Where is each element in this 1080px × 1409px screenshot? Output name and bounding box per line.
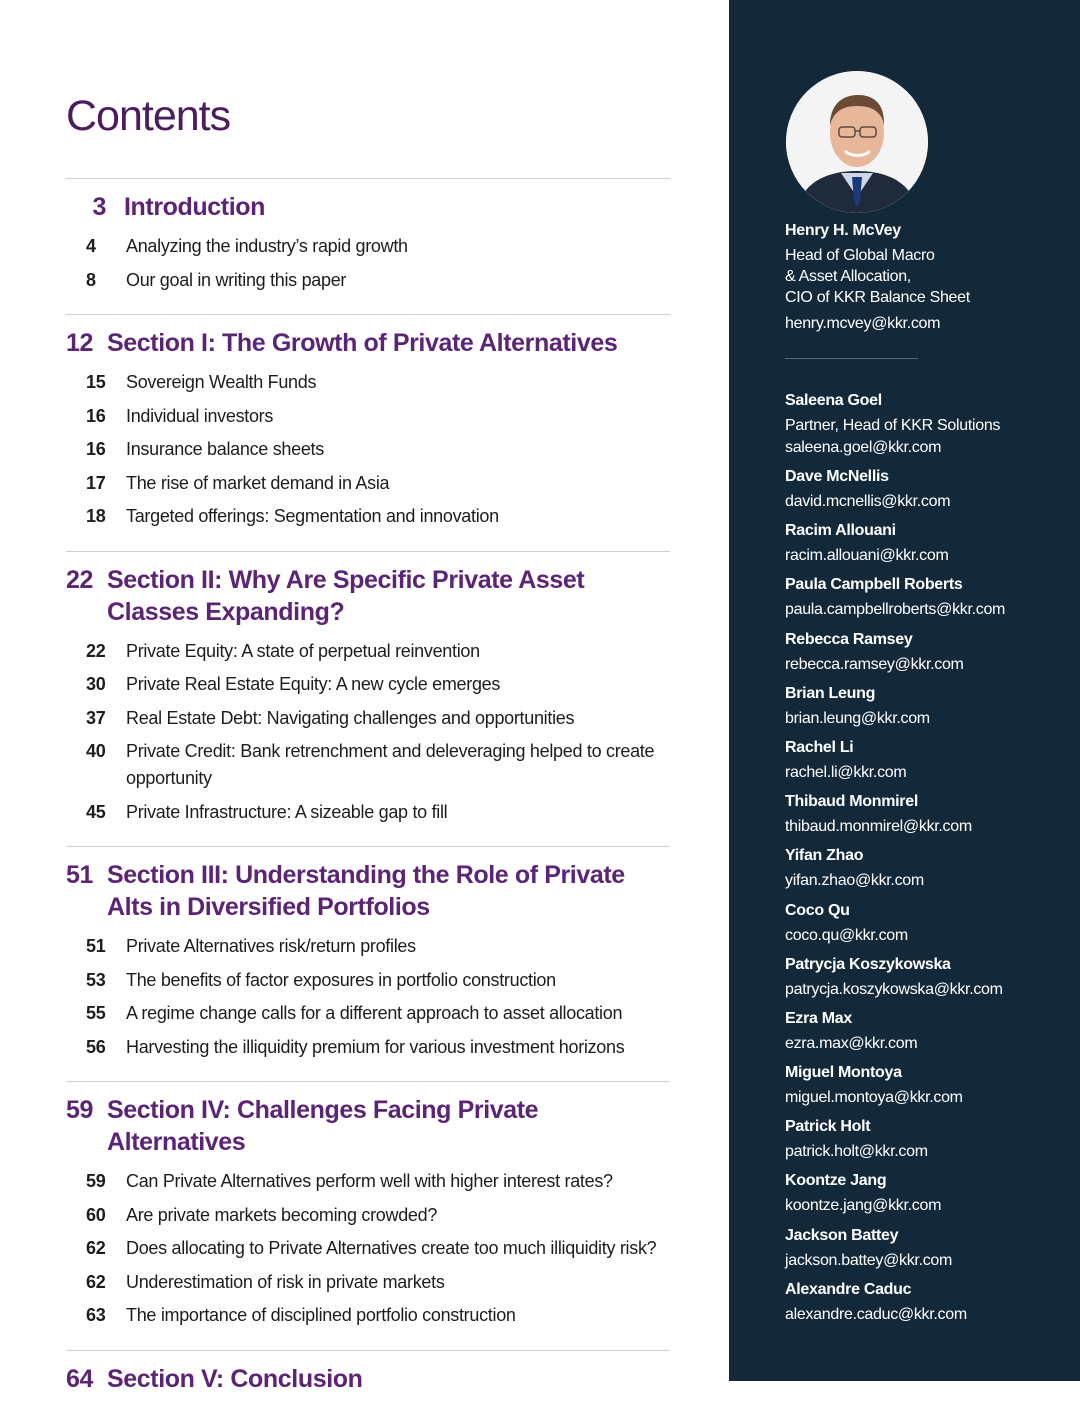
item-title: Insurance balance sheets: [126, 439, 324, 459]
item-page-number: 16: [86, 439, 106, 459]
contact-entry: [785, 466, 1005, 520]
toc-section: [66, 551, 670, 847]
section-page-number: 3: [92, 193, 106, 221]
section-title: Section II: Why Are Specific Private Asset Classes Expanding?: [107, 565, 585, 626]
toc-item[interactable]: [66, 799, 670, 826]
contact-name: Patrycja Koszykowska: [785, 955, 951, 973]
contact-name: Coco Qu: [785, 901, 850, 919]
contact-email[interactable]: coco.qu@kkr.com: [785, 926, 908, 944]
toc-items: [66, 369, 670, 530]
contact-name: Brian Leung: [785, 684, 876, 702]
item-page-number: 8: [86, 269, 96, 290]
toc-section-heading[interactable]: [66, 327, 670, 359]
item-page-number: 62: [86, 1238, 106, 1258]
section-page-number: 51: [66, 861, 94, 889]
item-title: Private Credit: Bank retrenchment and deleveraging helped to create opportunity: [126, 741, 655, 788]
item-title: The importance of disciplined portfolio construction: [126, 1305, 516, 1325]
contact-list: [785, 390, 1005, 1333]
toc-section-heading[interactable]: [66, 1363, 670, 1395]
contact-name: Dave McNellis: [785, 468, 889, 485]
item-page-number: 60: [86, 1204, 106, 1225]
item-title: Analyzing the industry’s rapid growth: [126, 236, 408, 256]
item-page-number: 15: [86, 372, 106, 392]
section-page-number: 64: [66, 1364, 94, 1393]
contact-entry: [785, 1170, 1005, 1224]
contact-email[interactable]: rebecca.ramsey@kkr.com: [785, 655, 964, 673]
item-title: Private Infrastructure: A sizeable gap to fill: [126, 801, 448, 822]
author-email[interactable]: henry.mcvey@kkr.com: [785, 315, 941, 332]
item-title: Our goal in writing this paper: [126, 269, 347, 290]
contact-name: Thibaud Monmirel: [785, 793, 918, 811]
item-title: Harvesting the illiquidity premium for various investment horizons: [126, 1036, 625, 1057]
contact-name: Racim Allouani: [785, 522, 896, 540]
contact-role: Partner, Head of KKR Solutions: [785, 417, 1001, 434]
contact-email[interactable]: thibaud.monmirel@kkr.com: [785, 818, 972, 836]
item-page-number: 40: [86, 741, 106, 761]
toc-item[interactable]: [66, 1168, 670, 1195]
item-page-number: 17: [86, 472, 106, 493]
contact-entry: [785, 1008, 1005, 1062]
item-page-number: 45: [86, 801, 106, 822]
toc-item[interactable]: [66, 470, 670, 497]
contact-email[interactable]: patrycja.koszykowska@kkr.com: [785, 980, 1003, 998]
toc-item[interactable]: [66, 267, 670, 294]
toc-item[interactable]: [66, 705, 670, 732]
toc-item[interactable]: [66, 671, 670, 698]
author-name: Henry H. McVey: [785, 222, 901, 239]
contact-email[interactable]: paula.campbellroberts@kkr.com: [785, 601, 1006, 619]
item-page-number: 63: [86, 1305, 106, 1325]
page-title: Contents: [66, 92, 231, 140]
contact-entry: [785, 390, 1005, 466]
toc-item[interactable]: [66, 233, 670, 260]
author-title-line: Head of Global Macro: [785, 247, 935, 264]
toc-items: [66, 933, 670, 1061]
contact-entry: [785, 737, 1005, 791]
panel-divider: [785, 358, 918, 359]
contact-email[interactable]: patrick.holt@kkr.com: [785, 1143, 928, 1161]
toc-section-heading[interactable]: [66, 859, 670, 923]
contact-entry: [785, 1062, 1005, 1116]
toc-section: [66, 846, 670, 1081]
toc-section: [66, 1081, 670, 1350]
contact-name: Paula Campbell Roberts: [785, 576, 963, 594]
author-title-line: & Asset Allocation,: [785, 268, 911, 285]
item-title: A regime change calls for a different approach to asset allocation: [126, 1003, 623, 1023]
contact-entry: [785, 1279, 1005, 1333]
toc-item[interactable]: [66, 933, 670, 960]
contact-entry: [785, 791, 1005, 845]
contact-email[interactable]: racim.allouani@kkr.com: [785, 547, 949, 565]
section-title: Section IV: Challenges Facing Private Alternatives: [107, 1096, 539, 1156]
lead-author: [785, 220, 970, 334]
item-page-number: 53: [86, 969, 106, 990]
item-title: Can Private Alternatives perform well with higher interest rates?: [126, 1171, 613, 1191]
toc-item[interactable]: [66, 1202, 670, 1229]
contact-name: Patrick Holt: [785, 1118, 871, 1136]
item-title: The rise of market demand in Asia: [126, 472, 390, 493]
contact-email[interactable]: saleena.goel@kkr.com: [785, 439, 942, 456]
contact-email[interactable]: rachel.li@kkr.com: [785, 763, 907, 781]
item-title: Sovereign Wealth Funds: [126, 372, 317, 392]
item-page-number: 59: [86, 1171, 106, 1191]
contact-name: Jackson Battey: [785, 1226, 899, 1244]
section-page-number: 59: [66, 1096, 94, 1124]
item-title: Private Real Estate Equity: A new cycle emerges: [126, 674, 501, 694]
toc-item[interactable]: [66, 967, 670, 994]
section-title: Section III: Understanding the Role of Private Alts in Diversified Portfolios: [107, 861, 625, 921]
contact-entry: [785, 574, 1005, 628]
contact-name: Saleena Goel: [785, 392, 882, 409]
contact-email[interactable]: yifan.zhao@kkr.com: [785, 872, 924, 890]
toc-item[interactable]: [66, 1302, 670, 1329]
contact-name: Ezra Max: [785, 1009, 852, 1027]
toc-item[interactable]: [66, 1034, 670, 1061]
item-page-number: 18: [86, 506, 106, 526]
toc-item[interactable]: [66, 738, 670, 792]
item-page-number: 16: [86, 405, 106, 426]
contact-entry: [785, 845, 1005, 899]
toc-section: [66, 178, 670, 314]
contact-name: Rachel Li: [785, 738, 854, 756]
toc-items: [66, 233, 670, 294]
item-title: Real Estate Debt: Navigating challenges and opportunities: [126, 707, 575, 728]
toc-items: [66, 638, 670, 826]
contact-email[interactable]: ezra.max@kkr.com: [785, 1034, 918, 1052]
toc-section: [66, 314, 670, 551]
item-title: Targeted offerings: Segmentation and innovation: [126, 506, 499, 526]
section-title: Introduction: [124, 193, 266, 221]
contact-entry: [785, 954, 1005, 1008]
contact-entry: [785, 520, 1005, 574]
contact-email[interactable]: miguel.montoya@kkr.com: [785, 1089, 963, 1107]
author-title-line: CIO of KKR Balance Sheet: [785, 289, 970, 306]
contact-entry: [785, 1116, 1005, 1170]
item-title: Private Alternatives risk/return profiles: [126, 936, 416, 956]
item-title: Does allocating to Private Alternatives create too much illiquidity risk?: [126, 1238, 657, 1258]
item-title: Private Equity: A state of perpetual reinvention: [126, 640, 480, 661]
toc-section-heading[interactable]: [66, 1094, 670, 1158]
toc-item[interactable]: [66, 369, 670, 396]
toc-item[interactable]: [66, 1235, 670, 1262]
contact-name: Alexandre Caduc: [785, 1280, 912, 1298]
item-page-number: 56: [86, 1036, 106, 1057]
contact-email[interactable]: jackson.battey@kkr.com: [785, 1251, 953, 1269]
toc-section-heading[interactable]: [66, 191, 670, 223]
toc-item[interactable]: [66, 1269, 670, 1296]
toc-section-heading[interactable]: [66, 564, 670, 628]
item-page-number: 22: [86, 640, 106, 661]
item-title: The benefits of factor exposures in portfolio construction: [126, 969, 556, 990]
item-title: Underestimation of risk in private markets: [126, 1271, 445, 1292]
contact-name: Rebecca Ramsey: [785, 630, 913, 648]
section-page-number: 22: [66, 565, 94, 594]
item-page-number: 51: [86, 936, 106, 956]
contact-name: Yifan Zhao: [785, 847, 864, 865]
contact-entry: [785, 900, 1005, 954]
item-title: Are private markets becoming crowded?: [126, 1204, 438, 1225]
item-page-number: 62: [86, 1271, 106, 1292]
contact-email[interactable]: alexandre.caduc@kkr.com: [785, 1305, 967, 1323]
section-title: Section I: The Growth of Private Alternatives: [107, 329, 618, 357]
contact-name: Miguel Montoya: [785, 1064, 902, 1082]
toc-item[interactable]: [66, 403, 670, 430]
toc-item[interactable]: [66, 638, 670, 665]
contact-entry: [785, 1225, 1005, 1279]
contact-entry: [785, 683, 1005, 737]
toc-section: [66, 1350, 670, 1409]
contact-email[interactable]: david.mcnellis@kkr.com: [785, 493, 951, 510]
author-photo: [786, 71, 928, 213]
contact-name: Koontze Jang: [785, 1172, 887, 1190]
item-page-number: 30: [86, 674, 106, 694]
item-title: Individual investors: [126, 405, 274, 426]
item-page-number: 55: [86, 1003, 106, 1023]
contact-email[interactable]: brian.leung@kkr.com: [785, 709, 930, 727]
contact-email[interactable]: koontze.jang@kkr.com: [785, 1197, 942, 1215]
section-page-number: 12: [66, 329, 94, 357]
section-title: Section V: Conclusion: [107, 1364, 363, 1393]
toc-item[interactable]: [66, 503, 670, 530]
toc-item[interactable]: [66, 1000, 670, 1027]
toc-items: [66, 1168, 670, 1329]
portrait-illustration: [786, 71, 928, 213]
toc-item[interactable]: [66, 436, 670, 463]
item-page-number: 37: [86, 707, 106, 728]
contact-entry: [785, 629, 1005, 683]
table-of-contents: [66, 178, 670, 1409]
item-page-number: 4: [86, 236, 96, 256]
